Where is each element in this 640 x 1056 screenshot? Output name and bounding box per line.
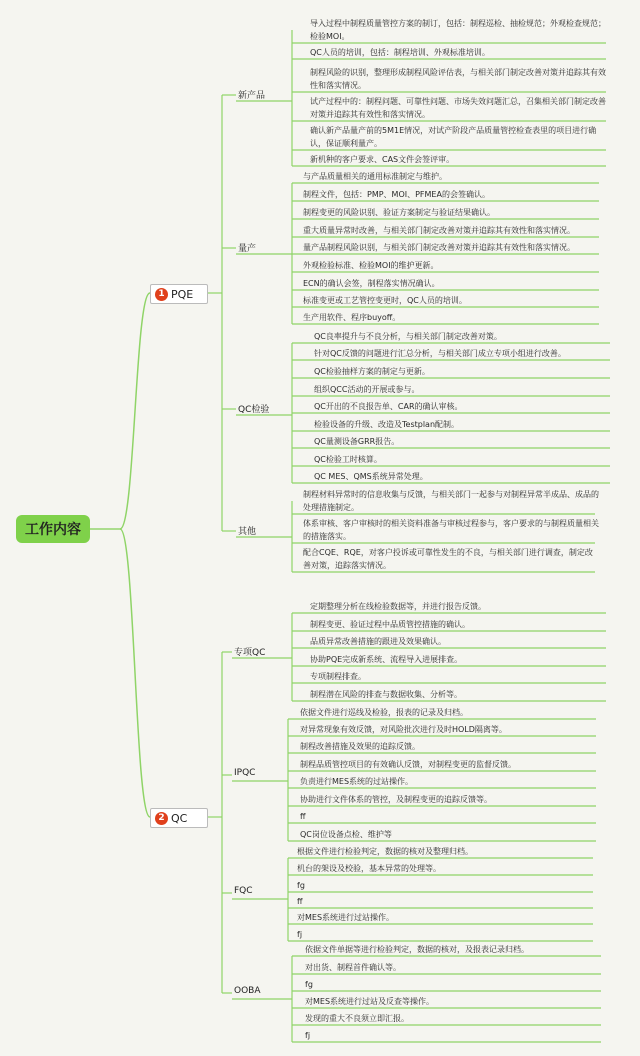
leaf-item[interactable]: 依据文件进行巡线及检验，报表的记录及归档。 xyxy=(300,708,468,717)
sub-topic[interactable]: 量产 xyxy=(238,244,257,254)
leaf-item[interactable]: QC岗位设备点检、维护等 xyxy=(300,830,392,839)
leaf-item[interactable]: QC开出的不良报告单、CAR的确认审核。 xyxy=(314,402,463,411)
leaf-item[interactable]: 导入过程中制程质量管控方案的制订，包括：制程巡检、抽检规范；外观检查规范；检验MOI。 xyxy=(310,19,606,41)
leaf-item[interactable]: 协助进行文件体系的管控，及制程变更的追踪反馈等。 xyxy=(300,795,492,804)
leaf-item[interactable]: ECN的确认会签，制程落实情况确认。 xyxy=(303,279,440,288)
leaf-item[interactable]: 新机种的客户要求、CAS文件会签评审。 xyxy=(310,155,455,164)
number-badge: 1 xyxy=(155,288,168,301)
sub-topic[interactable]: 其他 xyxy=(238,527,257,537)
leaf-item[interactable]: 对MES系统进行过站操作。 xyxy=(297,913,395,922)
leaf-item[interactable]: fg xyxy=(297,881,305,890)
leaf-item[interactable]: QC量测设备GRR报告。 xyxy=(314,437,400,446)
leaf-item[interactable]: 制程风险的识别，整理形成制程风险评估表，与相关部门制定改善对策并追踪其有效性和落实情况。 xyxy=(310,68,606,90)
leaf-item[interactable]: 外观检验标准、检验MOI的维护更新。 xyxy=(303,261,439,270)
leaf-item[interactable]: 对出货、制程首件确认等。 xyxy=(305,963,401,972)
leaf-item[interactable]: 检验设备的升级、改造及Testplan配制。 xyxy=(314,420,460,429)
leaf-item[interactable]: 制程变更、验证过程中品质管控措施的确认。 xyxy=(310,620,470,629)
number-badge: 2 xyxy=(155,812,168,825)
leaf-item[interactable]: QC MES、QMS系统异常处理。 xyxy=(314,472,428,481)
leaf-item[interactable]: 组织QCC活动的开展或参与。 xyxy=(314,385,420,394)
leaf-item[interactable]: 协助PQE完成新系统、流程导入进展排查。 xyxy=(310,655,463,664)
leaf-item[interactable]: 机台的架设及校验，基本异常的处理等。 xyxy=(297,864,441,873)
leaf-item[interactable]: 制程改善措施及效果的追踪反馈。 xyxy=(300,742,420,751)
sub-topic[interactable]: IPQC xyxy=(234,768,256,778)
leaf-item[interactable]: 制程材料异常时的信息收集与反馈，与相关部门一起参与对制程异常半成品、成品的处理措施制定。 xyxy=(303,490,599,512)
branch-label: QC xyxy=(171,811,188,825)
leaf-item[interactable]: 量产品制程风险识别，与相关部门制定改善对策并追踪其有效性和落实情况。 xyxy=(303,243,575,252)
sub-topic[interactable]: 专项QC xyxy=(234,648,266,658)
leaf-item[interactable]: 生产用软件、程序buyoff。 xyxy=(303,313,401,322)
leaf-item[interactable]: 体系审核、客户审核时的相关资料准备与审核过程参与，客户要求的与制程质量相关的措施落实。 xyxy=(303,519,599,541)
leaf-item[interactable]: ff xyxy=(297,897,303,906)
leaf-item[interactable]: 依据文件单据等进行检验判定，数据的核对，及报表记录归档。 xyxy=(305,945,529,954)
root-branch-connector xyxy=(120,293,150,529)
leaf-item[interactable]: 发现的重大不良须立即汇报。 xyxy=(305,1014,409,1023)
root-branch-connector xyxy=(120,529,150,817)
leaf-item[interactable]: QC检验工时核算。 xyxy=(314,455,382,464)
leaf-item[interactable]: QC检验抽样方案的制定与更新。 xyxy=(314,367,430,376)
leaf-item[interactable]: 根据文件进行检验判定，数据的核对及整理归档。 xyxy=(297,847,473,856)
leaf-item[interactable]: 配合CQE、RQE，对客户投诉或可靠性发生的不良，与相关部门进行调查，制定改善对策，追踪落实情况。 xyxy=(303,548,593,570)
leaf-item[interactable]: 品质异常改善措施的跟进及效果确认。 xyxy=(310,637,446,646)
leaf-item[interactable]: 与产品质量相关的通用标准制定与维护。 xyxy=(303,172,447,181)
leaf-item[interactable]: 制程文件，包括：PMP、MOI、PFMEA的会签确认。 xyxy=(303,190,490,199)
leaf-item[interactable]: ff xyxy=(300,812,306,821)
leaf-item[interactable]: 定期整理分析在线检验数据等，并进行报告反馈。 xyxy=(310,602,486,611)
leaf-item[interactable]: 重大质量异常时改善，与相关部门制定改善对策并追踪其有效性和落实情况。 xyxy=(303,226,575,235)
leaf-item[interactable]: 对异常现象有效反馈，对风险批次进行及时HOLD隔离等。 xyxy=(300,725,507,734)
branch-label: PQE xyxy=(171,287,194,301)
sub-topic[interactable]: QC检验 xyxy=(238,405,270,415)
leaf-item[interactable]: 试产过程中的：制程问题、可靠性问题、市场失效问题汇总，召集相关部门制定改善对策并追踪其有效性和落实情况。 xyxy=(310,97,606,119)
branch-pqe[interactable] xyxy=(150,284,208,304)
leaf-item[interactable]: 制程变更的风险识别、验证方案制定与验证结果确认。 xyxy=(303,208,495,217)
leaf-item[interactable]: 标准变更或工艺管控变更时，QC人员的培训。 xyxy=(303,296,467,305)
leaf-item[interactable]: 制程品质管控项目的有效确认反馈，对制程变更的监督反馈。 xyxy=(300,760,516,769)
leaf-item[interactable]: fj xyxy=(297,930,303,939)
root-node[interactable]: 工作内容 xyxy=(16,515,90,543)
sub-topic[interactable]: OOBA xyxy=(234,986,261,996)
leaf-item[interactable]: 制程潜在风险的排查与数据收集、分析等。 xyxy=(310,690,462,699)
leaf-item[interactable]: QC人员的培训，包括：制程培训、外观标准培训。 xyxy=(310,48,490,57)
sub-topic[interactable]: 新产品 xyxy=(238,91,266,101)
branch-qc[interactable] xyxy=(150,808,208,828)
leaf-item[interactable]: 专项制程排查。 xyxy=(310,672,366,681)
leaf-item[interactable]: fj xyxy=(305,1031,311,1040)
leaf-item[interactable]: 确认新产品量产前的5M1E情况，对试产阶段产品质量管控检查表里的项目进行确认，保证顺利量产。 xyxy=(310,126,597,148)
leaf-item[interactable]: 对MES系统进行过站及反查等操作。 xyxy=(305,997,435,1006)
leaf-item[interactable]: 负责进行MES系统的过站操作。 xyxy=(300,777,414,786)
leaf-item[interactable]: fg xyxy=(305,980,313,989)
sub-topic[interactable]: FQC xyxy=(234,886,253,896)
leaf-item[interactable]: QC良率提升与不良分析，与相关部门制定改善对策。 xyxy=(314,332,502,341)
leaf-item[interactable]: 针对QC反馈的问题进行汇总分析，与相关部门成立专项小组进行改善。 xyxy=(314,349,566,358)
